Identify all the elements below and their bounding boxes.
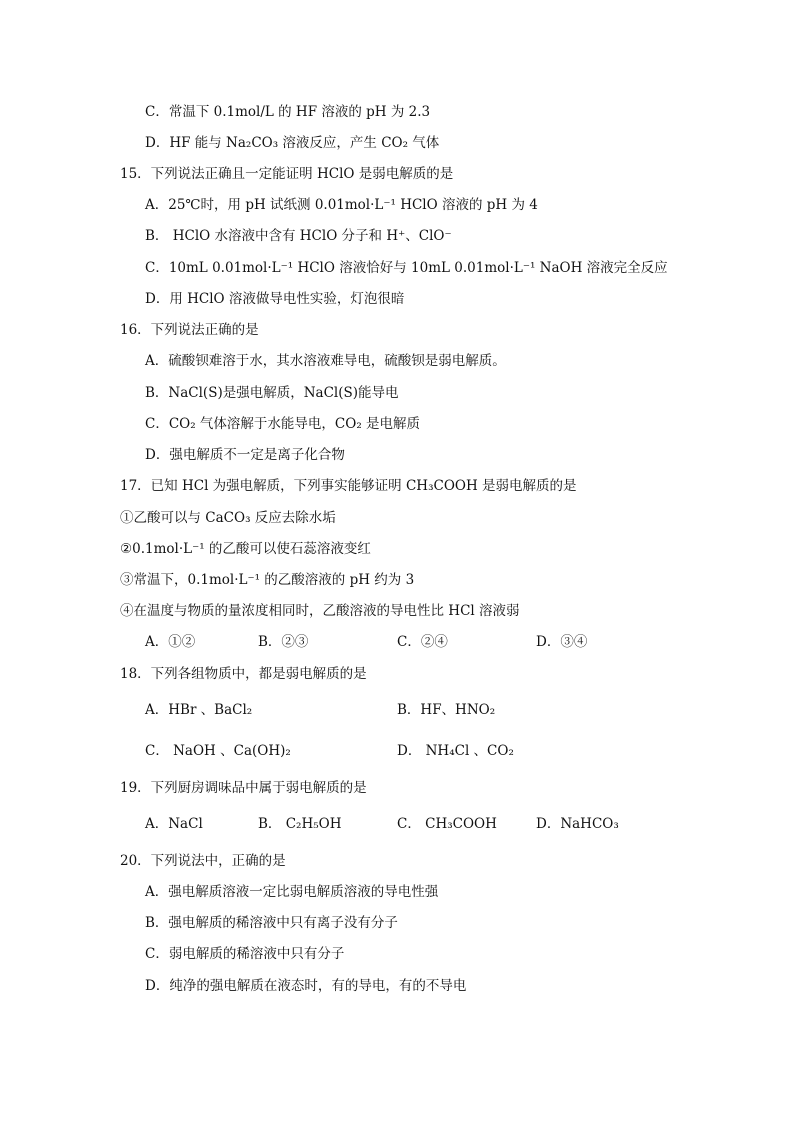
- q20-option-c: C．弱电解质的稀溶液中只有分子: [145, 946, 345, 962]
- q17-statement-2: ②0.1mol·L⁻¹ 的乙酸可以使石蕊溶液变红: [120, 541, 371, 557]
- q16-option-a: A．硫酸钡难溶于水，其水溶液难导电，硫酸钡是弱电解质。: [145, 353, 506, 369]
- q17-statement-1: ①乙酸可以与 CaCO₃ 反应去除水垢: [120, 510, 336, 526]
- question-15: 15．下列说法正确且一定能证明 HClO 是弱电解质的是: [120, 166, 454, 182]
- q15-option-c: C．10mL 0.01mol·L⁻¹ HClO 溶液恰好与 10mL 0.01mol·L⁻¹ NaOH 溶液完全反应: [145, 260, 668, 276]
- q16-option-d: D．强电解质不一定是离子化合物: [145, 447, 345, 463]
- q19-option-d: D．NaHCO₃: [536, 816, 619, 832]
- q19-option-a: A．NaCl: [145, 816, 203, 832]
- q15-option-b: B． HClO 水溶液中含有 HClO 分子和 H⁺、ClO⁻: [145, 228, 452, 244]
- q17-statement-4: ④在温度与物质的量浓度相同时，乙酸溶液的导电性比 HCl 溶液弱: [120, 603, 520, 619]
- question-18: 18．下列各组物质中，都是弱电解质的是: [120, 666, 367, 682]
- q17-option-a: A．①②: [145, 634, 196, 650]
- q18-option-a: A．HBr 、BaCl₂: [145, 702, 253, 718]
- q19-option-b: B． C₂H₅OH: [258, 816, 342, 832]
- q15-option-a: A．25℃时，用 pH 试纸测 0.01mol·L⁻¹ HClO 溶液的 pH 为 4: [145, 197, 538, 213]
- q20-option-a: A．强电解质溶液一定比弱电解质溶液的导电性强: [145, 884, 439, 900]
- q15-option-d: D．用 HClO 溶液做导电性实验，灯泡很暗: [145, 291, 405, 307]
- q18-option-d: D． NH₄Cl 、CO₂: [397, 743, 514, 759]
- q14-option-c: C．常温下 0.1mol/L 的 HF 溶液的 pH 为 2.3: [145, 104, 431, 120]
- q17-option-c: C．②④: [397, 634, 448, 650]
- question-19: 19．下列厨房调味品中属于弱电解质的是: [120, 780, 367, 796]
- question-16: 16．下列说法正确的是: [120, 322, 259, 338]
- q16-option-b: B．NaCl(S)是强电解质，NaCl(S)能导电: [145, 385, 399, 401]
- q20-option-d: D．纯净的强电解质在液态时，有的导电，有的不导电: [145, 978, 467, 994]
- q17-statement-3: ③常温下，0.1mol·L⁻¹ 的乙酸溶液的 pH 约为 3: [120, 572, 415, 588]
- q17-option-d: D．③④: [536, 634, 588, 650]
- q18-option-b: B．HF、HNO₂: [397, 702, 496, 718]
- question-17: 17．已知 HCl 为强电解质，下列事实能够证明 CH₃COOH 是弱电解质的是: [120, 478, 577, 494]
- q20-option-b: B．强电解质的稀溶液中只有离子没有分子: [145, 915, 398, 931]
- q18-option-c: C． NaOH 、Ca(OH)₂: [145, 743, 291, 759]
- question-20: 20．下列说法中，正确的是: [120, 853, 286, 869]
- q19-option-c: C． CH₃COOH: [397, 816, 497, 832]
- q16-option-c: C．CO₂ 气体溶解于水能导电，CO₂ 是电解质: [145, 416, 421, 432]
- q14-option-d: D．HF 能与 Na₂CO₃ 溶液反应，产生 CO₂ 气体: [145, 135, 440, 151]
- q17-option-b: B．②③: [258, 634, 309, 650]
